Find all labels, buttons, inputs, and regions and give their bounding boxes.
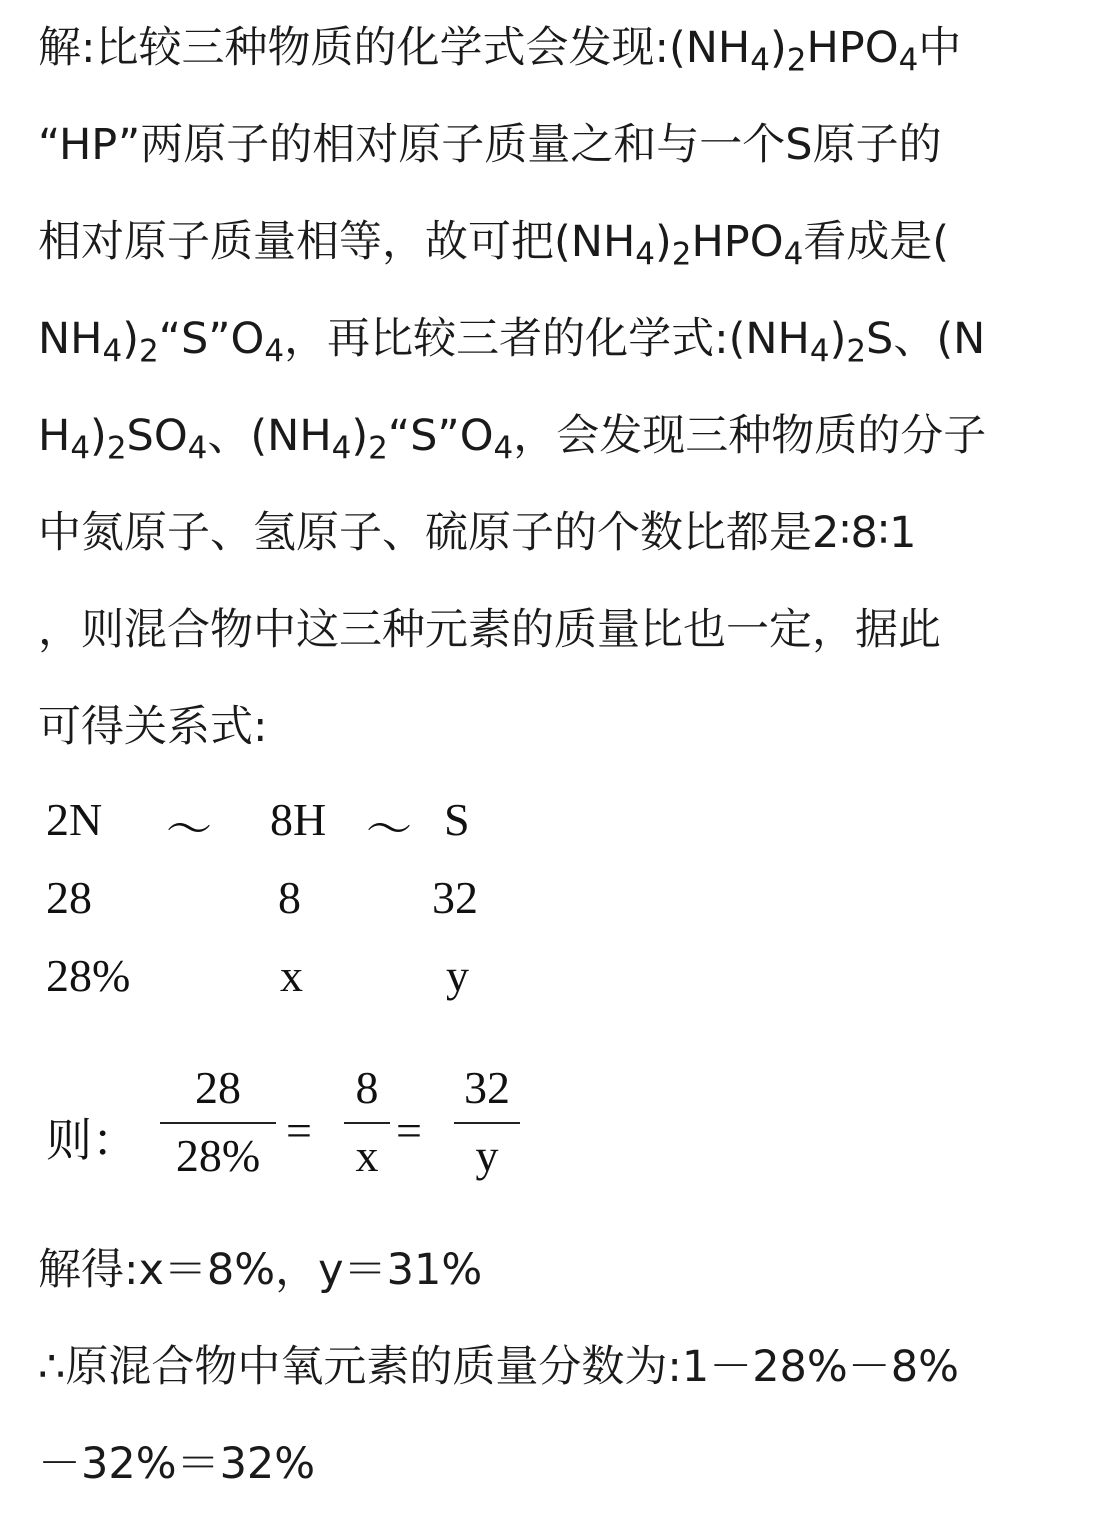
subscript: 4	[750, 42, 770, 79]
intro-text: NH	[38, 314, 103, 364]
relation-cell: 2N	[46, 794, 103, 845]
relation-cell: S	[444, 794, 470, 845]
intro-line-8: 可得关系式:	[38, 702, 268, 752]
subscript: 4	[809, 333, 830, 370]
relation-cell: x	[280, 950, 303, 1001]
intro-text: )	[829, 314, 847, 364]
relation-cell: ～	[166, 804, 212, 855]
subscript: 4	[493, 430, 514, 467]
fraction-numerator: 28	[195, 1062, 241, 1113]
intro-text: 相对原子质量相等，故可把(NH	[38, 217, 636, 267]
intro-line-5	[38, 388, 1078, 485]
intro-text: )	[122, 314, 139, 364]
fraction-2	[344, 1060, 390, 1184]
intro-text: S、(N	[866, 314, 986, 364]
fraction-1	[160, 1060, 276, 1184]
intro-text: 解:比较三种物质的化学式会发现:(NH	[38, 23, 751, 73]
intro-text: )	[769, 23, 787, 73]
subscript: 2	[846, 333, 867, 370]
equals-sign: =	[286, 1105, 312, 1156]
intro-text: )	[654, 217, 672, 267]
equals-sign: =	[396, 1105, 422, 1156]
relation-cell: y	[446, 950, 469, 1001]
intro-line-2: “HP”两原子的相对原子质量之和与一个S原子的	[38, 120, 942, 170]
intro-line-1	[38, 0, 1078, 97]
subscript: 2	[786, 42, 807, 79]
subscript: 4	[264, 333, 285, 370]
fraction-denominator: y	[475, 1130, 499, 1181]
intro-text: )	[90, 411, 107, 461]
subscript: 4	[70, 430, 91, 467]
subscript: 2	[368, 430, 388, 467]
intro-line-3	[38, 194, 1078, 291]
intro-text: 看成是(	[803, 217, 950, 267]
intro-line-4	[38, 291, 1078, 388]
fraction-denominator: 28%	[175, 1130, 261, 1181]
relation-cell: ～	[366, 804, 412, 855]
relation-cell: 28%	[46, 950, 131, 1001]
fraction-numerator: 32	[464, 1062, 510, 1113]
intro-line-6: 中氮原子、氢原子、硫原子的个数比都是2∶8∶1	[38, 508, 917, 558]
intro-text: HPO	[691, 217, 784, 267]
relation-cell: 28	[46, 872, 92, 923]
subscript: 2	[106, 430, 127, 467]
subscript: 2	[671, 236, 692, 273]
intro-text: SO	[126, 411, 188, 461]
fraction-denominator: x	[355, 1130, 379, 1181]
subscript: 2	[138, 333, 159, 370]
fraction-numerator: 8	[355, 1062, 379, 1113]
intro-text: ，再比较三者的化学式:(NH	[284, 314, 810, 364]
result-line-3: －32%＝32%	[38, 1439, 316, 1489]
intro-text: ，会发现三种物质的分子	[513, 411, 987, 461]
intro-line-7: ，则混合物中这三种元素的质量比也一定，据此	[38, 605, 941, 655]
intro-text: “S”O	[158, 314, 265, 364]
intro-text: )	[351, 411, 369, 461]
subscript: 4	[898, 42, 919, 79]
result-line-2: ∴原混合物中氧元素的质量分数为:1－28%－8%	[38, 1342, 959, 1392]
intro-text: HPO	[806, 23, 899, 73]
fraction-bar	[160, 1122, 276, 1124]
solution-result	[38, 1222, 1078, 1513]
subscript: 4	[635, 236, 655, 273]
fraction-3	[454, 1060, 520, 1184]
proportion-equation	[46, 1060, 646, 1210]
fraction-bar	[454, 1122, 520, 1124]
fraction-bar	[344, 1122, 390, 1124]
subscript: 4	[187, 430, 208, 467]
subscript: 4	[331, 430, 352, 467]
relation-cell: 8	[278, 872, 301, 923]
result-line-1: 解得:x＝8%，y＝31%	[38, 1245, 483, 1295]
subscript: 4	[783, 236, 804, 273]
subscript: 4	[102, 333, 123, 370]
intro-text: 、(NH	[207, 411, 332, 461]
relation-cell: 32	[432, 872, 478, 923]
intro-text: “S”O	[387, 411, 494, 461]
equation-prefix: 则：	[46, 1115, 138, 1166]
intro-text: H	[38, 411, 71, 461]
relation-cell: 8H	[270, 794, 327, 845]
intro-text: 中	[918, 23, 962, 73]
solution-intro	[38, 0, 1078, 776]
